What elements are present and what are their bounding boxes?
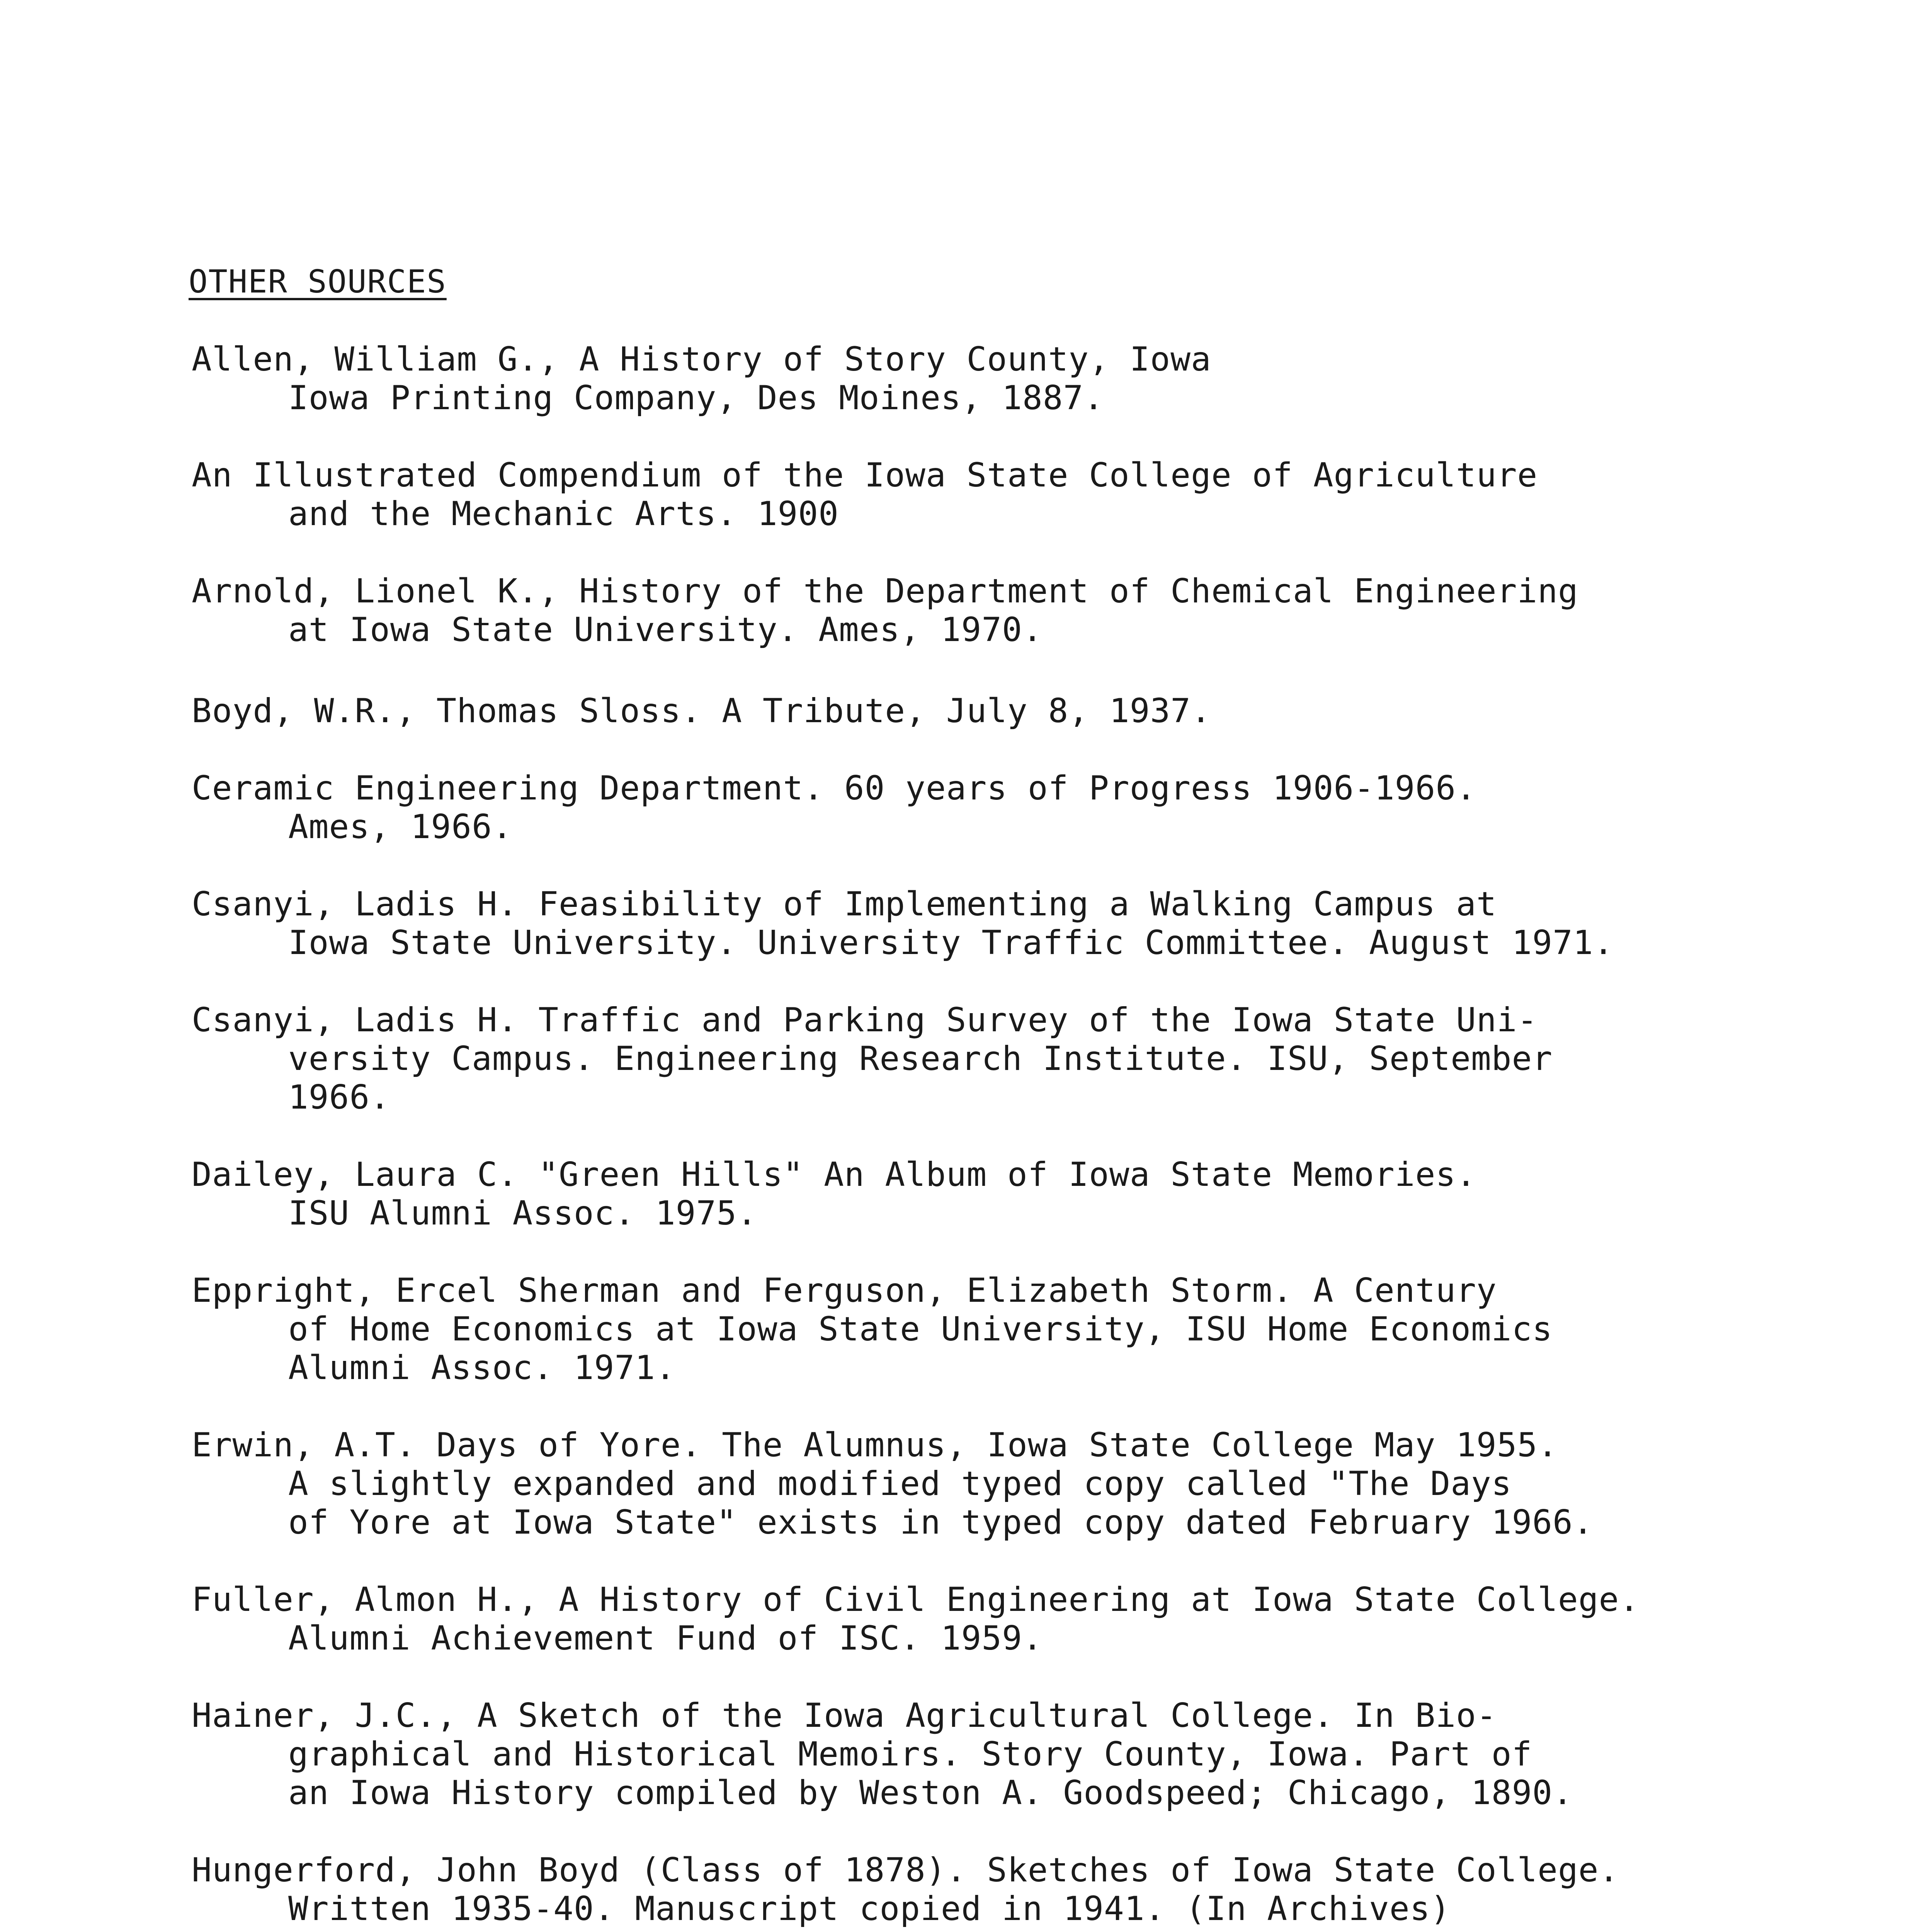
bibliography-entry	[192, 1426, 1594, 1542]
bibliography-entry	[192, 572, 1578, 649]
entry-line: Ames, 1966.	[288, 808, 513, 846]
entry-line: Alumni Achievement Fund of ISC. 1959.	[288, 1619, 1043, 1658]
entry-line: Arnold, Lionel K., History of the Department of Chemical Engineering	[192, 572, 1578, 611]
entry-line: Iowa Printing Company, Des Moines, 1887.	[288, 379, 1104, 417]
entry-line: at Iowa State University. Ames, 1970.	[288, 611, 1043, 649]
entry-line: of Yore at Iowa State" exists in typed copy dated February 1966.	[288, 1503, 1594, 1542]
entry-line: 1966.	[288, 1078, 390, 1117]
bibliography-entry	[192, 1001, 1553, 1117]
entry-line: Dailey, Laura C. "Green Hills" An Album of Iowa State Memories.	[192, 1155, 1476, 1194]
entry-line: Iowa State University. University Traffic Committee. August 1971.	[288, 923, 1614, 962]
bibliography-entry	[192, 769, 1476, 846]
bibliography-entry	[192, 885, 1614, 962]
section-heading: OTHER SOURCES	[189, 264, 447, 300]
bibliography-entry	[192, 340, 1211, 417]
entry-line: ISU Alumni Assoc. 1975.	[288, 1194, 757, 1233]
entry-line: versity Campus. Engineering Research Institute. ISU, September	[288, 1039, 1553, 1078]
entry-line: and the Mechanic Arts. 1900	[288, 495, 839, 533]
bibliography-entry	[192, 456, 1537, 533]
entry-line: Csanyi, Ladis H. Traffic and Parking Survey of the Iowa State Uni-	[192, 1001, 1538, 1039]
entry-line: Eppright, Ercel Sherman and Ferguson, Elizabeth Storm. A Century	[192, 1271, 1497, 1310]
bibliography-entry	[192, 692, 1211, 730]
entry-line: Alumni Assoc. 1971.	[288, 1349, 676, 1387]
entry-line: Hungerford, John Boyd (Class of 1878). Sketches of Iowa State College.	[192, 1851, 1619, 1889]
entry-line: A slightly expanded and modified typed copy called "The Days	[288, 1464, 1512, 1503]
entry-line: Csanyi, Ladis H. Feasibility of Implementing a Walking Campus at	[192, 885, 1497, 923]
entry-line: Allen, William G., A History of Story County, Iowa	[192, 340, 1211, 379]
entry-line: Written 1935-40. Manuscript copied in 1941. (In Archives)	[288, 1889, 1451, 1928]
bibliography-entry	[192, 1851, 1619, 1928]
entry-line: Ceramic Engineering Department. 60 years of Progress 1906-1966.	[192, 769, 1476, 808]
entry-line: of Home Economics at Iowa State University, ISU Home Economics	[288, 1310, 1553, 1349]
entry-line: graphical and Historical Memoirs. Story County, Iowa. Part of	[288, 1735, 1532, 1774]
entry-line: An Illustrated Compendium of the Iowa State College of Agriculture	[192, 456, 1538, 495]
entry-line: Boyd, W.R., Thomas Sloss. A Tribute, July 8, 1937.	[192, 692, 1211, 730]
entry-line: Hainer, J.C., A Sketch of the Iowa Agricultural College. In Bio-	[192, 1696, 1497, 1735]
entry-line: an Iowa History compiled by Weston A. Goodspeed; Chicago, 1890.	[288, 1774, 1573, 1812]
entry-line: Erwin, A.T. Days of Yore. The Alumnus, Iowa State College May 1955.	[192, 1426, 1558, 1464]
bibliography-entry	[192, 1271, 1553, 1387]
bibliography-entry	[192, 1155, 1476, 1233]
bibliography-entry	[192, 1580, 1639, 1658]
entry-line: Fuller, Almon H., A History of Civil Engineering at Iowa State College.	[192, 1580, 1640, 1619]
bibliography-entry	[192, 1696, 1573, 1812]
